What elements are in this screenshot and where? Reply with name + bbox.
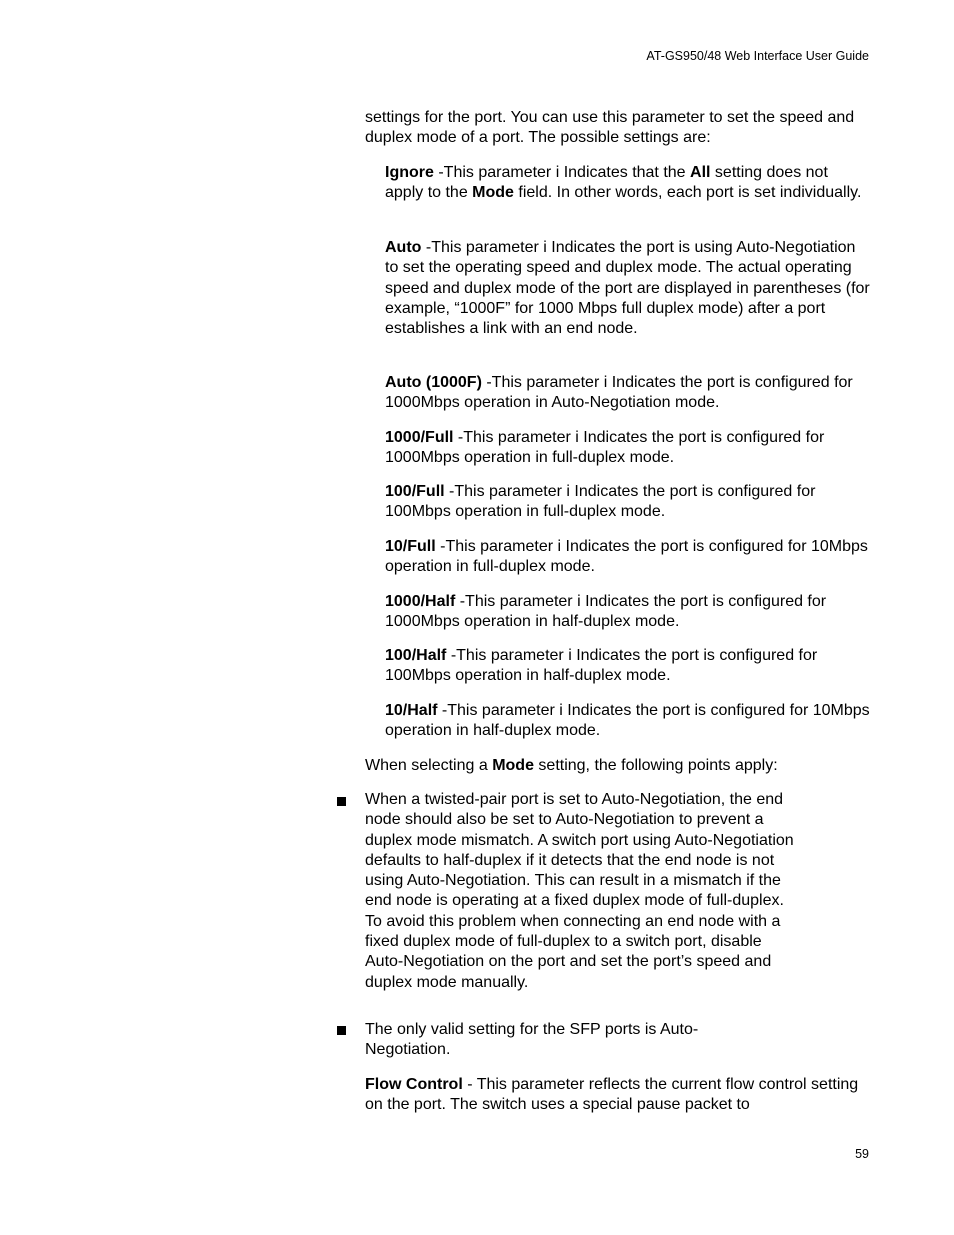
setting-desc: -This parameter i Indicates the port is configured for 100Mbps operation in full-duplex mode. (385, 483, 816, 521)
setting-100-full (385, 482, 870, 523)
flow-control-desc: - This parameter reflects the current flow control setting on the port. The switch uses a special pause packet to (365, 1076, 859, 1114)
setting-10-full (385, 537, 870, 578)
bullet-square-icon (337, 1026, 346, 1035)
setting-1000-full (385, 428, 870, 469)
setting-term: 1000/Half (385, 593, 456, 610)
mode-note-text: setting, the following points apply: (533, 757, 778, 774)
bullet-item-auto-negotiation: When a twisted-pair port is set to Auto-Negotiation, the end node should also be set to Auto-Negotiation to prevent a duplex mode mismatch. A switch port using Auto-Negotiation defaults to half-duplex if it detects that the end node is not using Auto-Negotiation. This can result in a mismatch if the end node is operating at a fixed duplex mode of full-duplex. To avoid this problem when connecting an end node with a fixed duplex mode of full-duplex to a switch port, disable Auto-Negotiation on the port and set the port’s speed and duplex mode manually. (365, 791, 794, 991)
setting-auto (385, 238, 870, 339)
setting-term: 1000/Full (385, 429, 454, 446)
setting-100-half (385, 646, 870, 687)
page-number: 59 (855, 1147, 869, 1161)
setting-10-half (385, 701, 870, 742)
setting-term: Auto (385, 239, 422, 256)
flow-control-term: Flow Control (365, 1076, 463, 1093)
setting-term: 100/Full (385, 483, 445, 500)
setting-term: Auto (1000F) (385, 374, 482, 391)
setting-term: 100/Half (385, 647, 447, 664)
setting-term: 10/Half (385, 702, 438, 719)
mode-note-text: When selecting a (365, 757, 493, 774)
mode-note-term: Mode (492, 757, 534, 774)
setting-desc: -This parameter i Indicates that the (433, 164, 691, 181)
setting-desc: -This parameter i Indicates the port is configured for 1000Mbps operation in half-duplex mode. (385, 593, 827, 631)
setting-desc: -This parameter i Indicates the port is configured for 10Mbps operation in half-duplex mode. (385, 702, 870, 740)
setting-desc: -This parameter i Indicates the port is configured for 1000Mbps operation in Auto-Negotiation mode. (385, 374, 853, 412)
setting-auto-1000f (385, 373, 870, 414)
setting-term: Mode (472, 184, 514, 202)
setting-term: 10/Full (385, 538, 436, 555)
setting-desc: -This parameter i Indicates the port is using Auto-Negotiation to set the operating speed and duplex mode. The actual operating speed and duplex mode of the port are displayed in parentheses (for example, “1000F” for 1000 Mbps full duplex mode) after a port establishes a link with an end node. (385, 239, 870, 338)
setting-desc: -This parameter i Indicates the port is configured for 100Mbps operation in half-duplex mode. (385, 647, 818, 685)
setting-desc: -This parameter i Indicates the port is configured for 1000Mbps operation in full-duplex mode. (385, 429, 825, 467)
running-header: AT-GS950/48 Web Interface User Guide (646, 49, 869, 63)
intro-paragraph: settings for the port. You can use this parameter to set the speed and duplex mode of a port. The possible settings are: (365, 109, 855, 147)
setting-desc: setting does not apply to the (385, 164, 828, 202)
bullet-item-sfp: The only valid setting for the SFP ports is Auto-Negotiation. (365, 1021, 699, 1059)
setting-term: All (690, 164, 711, 181)
setting-1000-half (385, 592, 870, 633)
flow-control-paragraph (365, 1075, 870, 1116)
setting-desc: -This parameter i Indicates the port is configured for 10Mbps operation in full-duplex mode. (385, 538, 868, 576)
setting-desc: field. In other words, each port is set individually. (513, 184, 862, 202)
setting-ignore (385, 163, 870, 204)
bullet-square-icon (337, 797, 346, 806)
mode-note (365, 756, 870, 776)
setting-term: Ignore (385, 164, 434, 181)
